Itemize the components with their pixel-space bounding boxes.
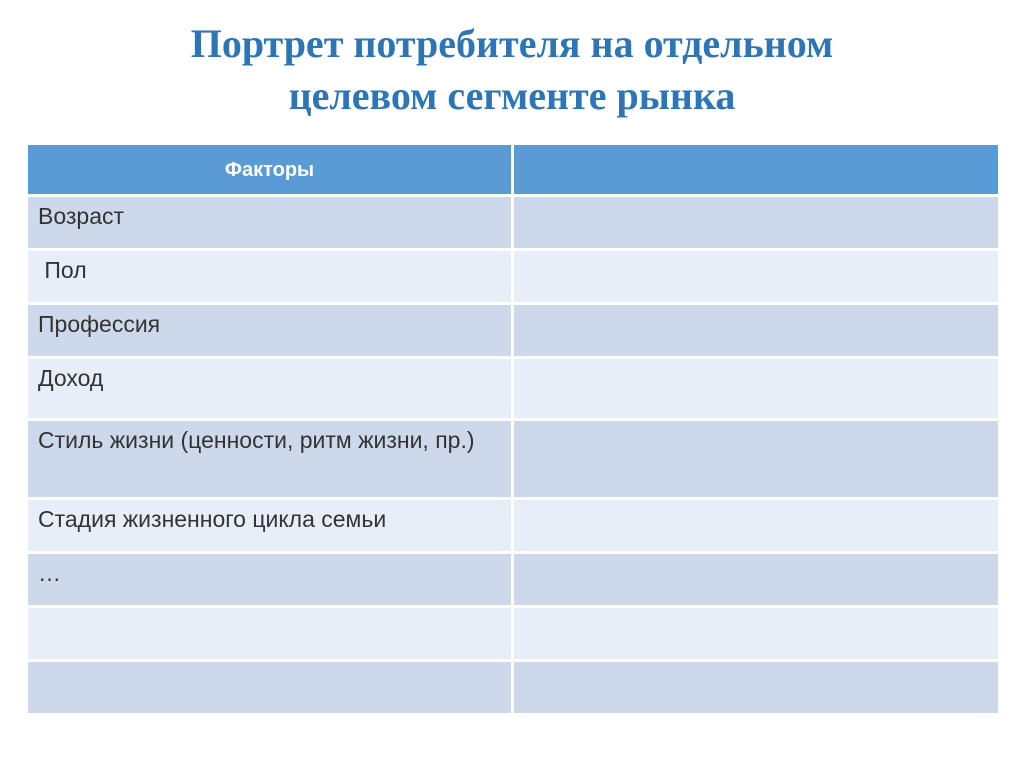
table-row (27, 304, 1000, 358)
header-cell-factors: Факторы (27, 144, 513, 196)
table-row (27, 250, 1000, 304)
table-row (27, 553, 1000, 607)
table-row (27, 196, 1000, 250)
value-cell (513, 661, 1000, 715)
table-row (27, 499, 1000, 553)
factor-cell: Пол (27, 250, 513, 304)
value-cell (513, 250, 1000, 304)
factor-cell: Стиль жизни (ценности, ритм жизни, пр.) (27, 420, 513, 499)
value-cell (513, 196, 1000, 250)
table-header-row (27, 144, 1000, 196)
factor-cell: Доход (27, 358, 513, 420)
factor-cell: Стадия жизненного цикла семьи (27, 499, 513, 553)
slide-title-line-2: целевом сегменте рынка (288, 73, 736, 118)
value-cell (513, 607, 1000, 661)
factor-cell (27, 661, 513, 715)
table-row (27, 661, 1000, 715)
factor-cell (27, 607, 513, 661)
table-row (27, 607, 1000, 661)
factor-cell: Профессия (27, 304, 513, 358)
slide-title-line-1: Портрет потребителя на отдельном (190, 21, 834, 66)
factor-cell: Возраст (27, 196, 513, 250)
table-row (27, 420, 1000, 499)
value-cell (513, 358, 1000, 420)
table-row (27, 358, 1000, 420)
value-cell (513, 420, 1000, 499)
factors-table (25, 142, 1001, 716)
value-cell (513, 304, 1000, 358)
value-cell (513, 499, 1000, 553)
slide-title (0, 18, 1024, 122)
header-cell-value (513, 144, 1000, 196)
factor-cell: … (27, 553, 513, 607)
value-cell (513, 553, 1000, 607)
